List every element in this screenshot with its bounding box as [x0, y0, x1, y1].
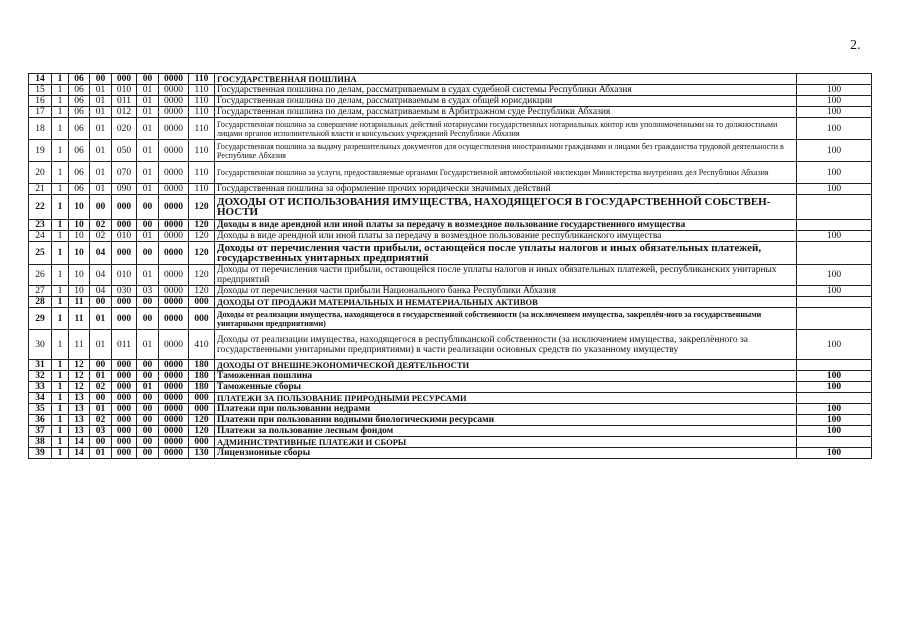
- row-number-cell: 36: [29, 415, 52, 426]
- code-cell-c4: 030: [112, 286, 137, 297]
- code-cell-c6: 0000: [159, 297, 189, 308]
- page-number: 2.: [850, 38, 861, 53]
- row-number-cell: 18: [29, 118, 52, 140]
- code-cell-c3: 01: [90, 371, 112, 382]
- code-cell-c1: 1: [52, 184, 69, 195]
- code-cell-c4: 000: [112, 220, 137, 231]
- code-cell-c5: 00: [137, 426, 159, 437]
- code-cell-c2: 06: [69, 162, 90, 184]
- code-cell-c4: 010: [112, 85, 137, 96]
- code-cell-c3: 01: [90, 308, 112, 330]
- code-cell-c3: 00: [90, 74, 112, 85]
- revenue-name-cell: Государственная пошлина за услуги, предоставляемые органами Государственной автомобильной инспекции Министерства внутренних дел Республики Абхазия: [215, 162, 797, 184]
- code-cell-c3: 03: [90, 426, 112, 437]
- code-cell-c5: 01: [137, 140, 159, 162]
- revenue-name-cell: Лицензионные сборы: [215, 448, 797, 459]
- code-cell-c5: 00: [137, 74, 159, 85]
- row-number-cell: 25: [29, 242, 52, 265]
- code-cell-c5: 01: [137, 162, 159, 184]
- code-cell-c6: 0000: [159, 195, 189, 220]
- revenue-name-cell: Платежи при пользовании водными биологическими ресурсами: [215, 415, 797, 426]
- table-row: [29, 371, 872, 382]
- revenue-name-cell: АДМИНИСТРАТИВНЫЕ ПЛАТЕЖИ И СБОРЫ: [215, 437, 797, 448]
- code-cell-c7: 000: [189, 404, 215, 415]
- code-cell-c5: 00: [137, 308, 159, 330]
- amount-cell: 100: [797, 231, 872, 242]
- code-cell-c6: 0000: [159, 242, 189, 265]
- code-cell-c4: 012: [112, 107, 137, 118]
- code-cell-c4: 000: [112, 195, 137, 220]
- code-cell-c1: 1: [52, 162, 69, 184]
- revenue-name-cell: ПЛАТЕЖИ ЗА ПОЛЬЗОВАНИЕ ПРИРОДНЫМИ РЕСУРСАМИ: [215, 393, 797, 404]
- amount-cell: 100: [797, 96, 872, 107]
- code-cell-c3: 02: [90, 220, 112, 231]
- amount-cell: 100: [797, 85, 872, 96]
- table-row: [29, 195, 872, 220]
- row-number-cell: 38: [29, 437, 52, 448]
- revenue-name-cell: Доходы от перечисления части прибыли, остающейся после уплаты налогов и иных обязательных платежей, республиканских унитарных предприятий: [215, 265, 797, 286]
- code-cell-c3: 01: [90, 448, 112, 459]
- table-row: [29, 220, 872, 231]
- revenue-name-cell: ГОСУДАРСТВЕННАЯ ПОШЛИНА: [215, 74, 797, 85]
- revenue-name-cell: Государственная пошлина за оформление прочих юридически значимых действий: [215, 184, 797, 195]
- amount-cell: 100: [797, 415, 872, 426]
- code-cell-c5: 00: [137, 371, 159, 382]
- row-number-cell: 21: [29, 184, 52, 195]
- code-cell-c2: 06: [69, 74, 90, 85]
- code-cell-c6: 0000: [159, 426, 189, 437]
- table-row: [29, 426, 872, 437]
- code-cell-c4: 000: [112, 415, 137, 426]
- row-number-cell: 16: [29, 96, 52, 107]
- code-cell-c6: 0000: [159, 96, 189, 107]
- code-cell-c5: 01: [137, 85, 159, 96]
- amount-cell: 100: [797, 330, 872, 360]
- code-cell-c4: 000: [112, 382, 137, 393]
- code-cell-c3: 01: [90, 404, 112, 415]
- revenue-name-cell: Платежи при пользовании недрами: [215, 404, 797, 415]
- code-cell-c1: 1: [52, 96, 69, 107]
- code-cell-c7: 110: [189, 162, 215, 184]
- table-row: [29, 118, 872, 140]
- row-number-cell: 37: [29, 426, 52, 437]
- code-cell-c3: 04: [90, 286, 112, 297]
- code-cell-c3: 00: [90, 297, 112, 308]
- table-row: [29, 96, 872, 107]
- code-cell-c1: 1: [52, 286, 69, 297]
- row-number-cell: 14: [29, 74, 52, 85]
- code-cell-c4: 000: [112, 242, 137, 265]
- row-number-cell: 31: [29, 360, 52, 371]
- code-cell-c1: 1: [52, 220, 69, 231]
- code-cell-c2: 12: [69, 360, 90, 371]
- amount-cell: 100: [797, 107, 872, 118]
- row-number-cell: 17: [29, 107, 52, 118]
- code-cell-c3: 01: [90, 85, 112, 96]
- code-cell-c5: 00: [137, 195, 159, 220]
- code-cell-c4: 070: [112, 162, 137, 184]
- amount-cell: [797, 393, 872, 404]
- table-row: [29, 393, 872, 404]
- code-cell-c5: 00: [137, 297, 159, 308]
- code-cell-c4: 000: [112, 360, 137, 371]
- code-cell-c3: 00: [90, 437, 112, 448]
- amount-cell: [797, 195, 872, 220]
- code-cell-c7: 130: [189, 448, 215, 459]
- code-cell-c7: 410: [189, 330, 215, 360]
- code-cell-c6: 0000: [159, 162, 189, 184]
- table-row: [29, 297, 872, 308]
- code-cell-c3: 01: [90, 330, 112, 360]
- code-cell-c7: 180: [189, 360, 215, 371]
- table-row: [29, 286, 872, 297]
- code-cell-c2: 13: [69, 393, 90, 404]
- table-row: [29, 415, 872, 426]
- code-cell-c4: 011: [112, 330, 137, 360]
- revenue-name-cell: Государственная пошлина по делам, рассматриваемым в Арбитражном суде Республики Абхазия: [215, 107, 797, 118]
- code-cell-c2: 11: [69, 297, 90, 308]
- row-number-cell: 32: [29, 371, 52, 382]
- revenue-name-cell: Государственная пошлина за выдачу разрешительных документов для осуществления иностранными гражданами и лицами без гражданства трудовой деятельности в Республике Абхазия: [215, 140, 797, 162]
- row-number-cell: 26: [29, 265, 52, 286]
- code-cell-c1: 1: [52, 107, 69, 118]
- revenue-name-cell: Доходы от перечисления части прибыли, остающейся после уплаты налогов и иных обязательных платежей, государственных унитарных предприятий: [215, 242, 797, 265]
- code-cell-c3: 00: [90, 393, 112, 404]
- code-cell-c5: 01: [137, 107, 159, 118]
- code-cell-c1: 1: [52, 297, 69, 308]
- code-cell-c7: 110: [189, 140, 215, 162]
- code-cell-c1: 1: [52, 308, 69, 330]
- code-cell-c7: 120: [189, 415, 215, 426]
- code-cell-c5: 00: [137, 360, 159, 371]
- code-cell-c4: 090: [112, 184, 137, 195]
- code-cell-c6: 0000: [159, 184, 189, 195]
- table-row: [29, 404, 872, 415]
- code-cell-c3: 01: [90, 184, 112, 195]
- row-number-cell: 19: [29, 140, 52, 162]
- code-cell-c6: 0000: [159, 415, 189, 426]
- code-cell-c1: 1: [52, 360, 69, 371]
- code-cell-c2: 06: [69, 184, 90, 195]
- code-cell-c2: 06: [69, 107, 90, 118]
- code-cell-c4: 010: [112, 265, 137, 286]
- amount-cell: [797, 360, 872, 371]
- row-number-cell: 27: [29, 286, 52, 297]
- code-cell-c4: 000: [112, 74, 137, 85]
- table-body: [29, 74, 872, 459]
- table-row: [29, 308, 872, 330]
- code-cell-c6: 0000: [159, 393, 189, 404]
- code-cell-c1: 1: [52, 330, 69, 360]
- amount-cell: 100: [797, 371, 872, 382]
- amount-cell: 100: [797, 382, 872, 393]
- table-row: [29, 265, 872, 286]
- code-cell-c1: 1: [52, 231, 69, 242]
- table-row: [29, 184, 872, 195]
- row-number-cell: 24: [29, 231, 52, 242]
- row-number-cell: 15: [29, 85, 52, 96]
- amount-cell: 100: [797, 404, 872, 415]
- code-cell-c7: 120: [189, 220, 215, 231]
- table-row: [29, 360, 872, 371]
- code-cell-c2: 13: [69, 404, 90, 415]
- code-cell-c5: 01: [137, 231, 159, 242]
- code-cell-c4: 010: [112, 231, 137, 242]
- code-cell-c1: 1: [52, 140, 69, 162]
- amount-cell: [797, 297, 872, 308]
- code-cell-c4: 000: [112, 426, 137, 437]
- code-cell-c6: 0000: [159, 220, 189, 231]
- code-cell-c7: 120: [189, 426, 215, 437]
- code-cell-c3: 01: [90, 107, 112, 118]
- code-cell-c7: 000: [189, 437, 215, 448]
- code-cell-c1: 1: [52, 118, 69, 140]
- code-cell-c1: 1: [52, 415, 69, 426]
- code-cell-c7: 120: [189, 265, 215, 286]
- code-cell-c2: 13: [69, 415, 90, 426]
- code-cell-c6: 0000: [159, 107, 189, 118]
- code-cell-c7: 000: [189, 297, 215, 308]
- revenue-name-cell: Доходы от перечисления части прибыли Национального банка Республики Абхазия: [215, 286, 797, 297]
- code-cell-c3: 02: [90, 231, 112, 242]
- code-cell-c1: 1: [52, 448, 69, 459]
- table-row: [29, 382, 872, 393]
- code-cell-c4: 000: [112, 297, 137, 308]
- amount-cell: 100: [797, 265, 872, 286]
- row-number-cell: 28: [29, 297, 52, 308]
- code-cell-c2: 06: [69, 140, 90, 162]
- code-cell-c3: 00: [90, 360, 112, 371]
- code-cell-c1: 1: [52, 404, 69, 415]
- code-cell-c6: 0000: [159, 265, 189, 286]
- amount-cell: 100: [797, 140, 872, 162]
- code-cell-c1: 1: [52, 265, 69, 286]
- code-cell-c2: 06: [69, 85, 90, 96]
- code-cell-c3: 04: [90, 265, 112, 286]
- code-cell-c7: 120: [189, 286, 215, 297]
- row-number-cell: 22: [29, 195, 52, 220]
- table-row: [29, 437, 872, 448]
- code-cell-c5: 00: [137, 242, 159, 265]
- code-cell-c7: 000: [189, 308, 215, 330]
- code-cell-c5: 00: [137, 404, 159, 415]
- code-cell-c7: 000: [189, 393, 215, 404]
- row-number-cell: 23: [29, 220, 52, 231]
- row-number-cell: 39: [29, 448, 52, 459]
- code-cell-c3: 01: [90, 162, 112, 184]
- code-cell-c3: 01: [90, 96, 112, 107]
- table-row: [29, 330, 872, 360]
- code-cell-c7: 110: [189, 85, 215, 96]
- code-cell-c7: 180: [189, 382, 215, 393]
- revenue-name-cell: Государственная пошлина по делам, рассматриваемым в судах общей юрисдикции: [215, 96, 797, 107]
- revenue-name-cell: Доходы в виде арендной или иной платы за передачу в возмездное пользование республиканского имущества: [215, 231, 797, 242]
- table-row: [29, 448, 872, 459]
- code-cell-c4: 050: [112, 140, 137, 162]
- code-cell-c3: 04: [90, 242, 112, 265]
- revenue-name-cell: Доходы от реализации имущества, находящегося в республиканской собственности (за исключением имущества, закреплённого за государственными унитарными предприятиями) в части реализации основных средств по указанному имуществу: [215, 330, 797, 360]
- code-cell-c6: 0000: [159, 360, 189, 371]
- amount-cell: [797, 437, 872, 448]
- code-cell-c1: 1: [52, 437, 69, 448]
- code-cell-c1: 1: [52, 393, 69, 404]
- code-cell-c5: 01: [137, 118, 159, 140]
- code-cell-c3: 02: [90, 415, 112, 426]
- code-cell-c7: 120: [189, 242, 215, 265]
- code-cell-c7: 110: [189, 74, 215, 85]
- table-row: [29, 242, 872, 265]
- revenue-name-cell: Доходы от реализации имущества, находящегося в государственной собственности (за исключением имущества, закреплён-ного за государственными унитарными предприятиями): [215, 308, 797, 330]
- code-cell-c7: 120: [189, 195, 215, 220]
- amount-cell: [797, 242, 872, 265]
- code-cell-c2: 10: [69, 286, 90, 297]
- table-row: [29, 140, 872, 162]
- code-cell-c5: 00: [137, 393, 159, 404]
- code-cell-c4: 000: [112, 393, 137, 404]
- amount-cell: 100: [797, 426, 872, 437]
- code-cell-c4: 000: [112, 404, 137, 415]
- code-cell-c5: 01: [137, 265, 159, 286]
- amount-cell: 100: [797, 118, 872, 140]
- code-cell-c5: 00: [137, 415, 159, 426]
- row-number-cell: 29: [29, 308, 52, 330]
- code-cell-c7: 110: [189, 107, 215, 118]
- revenue-name-cell: Платежи за пользование лесным фондом: [215, 426, 797, 437]
- table-row: [29, 74, 872, 85]
- amount-cell: 100: [797, 162, 872, 184]
- code-cell-c7: 110: [189, 96, 215, 107]
- code-cell-c6: 0000: [159, 404, 189, 415]
- code-cell-c5: 00: [137, 437, 159, 448]
- amount-cell: 100: [797, 184, 872, 195]
- code-cell-c5: 01: [137, 184, 159, 195]
- code-cell-c3: 01: [90, 140, 112, 162]
- code-cell-c6: 0000: [159, 74, 189, 85]
- code-cell-c4: 000: [112, 437, 137, 448]
- code-cell-c5: 01: [137, 382, 159, 393]
- code-cell-c3: 01: [90, 118, 112, 140]
- code-cell-c2: 10: [69, 242, 90, 265]
- revenue-name-cell: Государственная пошлина за совершение нотариальных действий нотариусами государственных нотариальных контор или уполномоченными на то должностными лицами органов исполнительной власти и консульских учреждений Республики Абхазия: [215, 118, 797, 140]
- code-cell-c2: 14: [69, 448, 90, 459]
- code-cell-c4: 000: [112, 448, 137, 459]
- code-cell-c6: 0000: [159, 371, 189, 382]
- code-cell-c4: 000: [112, 308, 137, 330]
- code-cell-c4: 011: [112, 96, 137, 107]
- table-row: [29, 107, 872, 118]
- code-cell-c7: 180: [189, 371, 215, 382]
- code-cell-c2: 12: [69, 382, 90, 393]
- table-row: [29, 162, 872, 184]
- code-cell-c6: 0000: [159, 85, 189, 96]
- revenue-name-cell: ДОХОДЫ ОТ ИСПОЛЬЗОВАНИЯ ИМУЩЕСТВА, НАХОДЯЩЕГОСЯ В ГОСУДАРСТВЕННОЙ СОБСТВЕН-НОСТИ: [215, 195, 797, 220]
- code-cell-c6: 0000: [159, 308, 189, 330]
- row-number-cell: 20: [29, 162, 52, 184]
- code-cell-c5: 00: [137, 220, 159, 231]
- code-cell-c2: 12: [69, 371, 90, 382]
- table-row: [29, 85, 872, 96]
- amount-cell: 100: [797, 286, 872, 297]
- code-cell-c5: 03: [137, 286, 159, 297]
- code-cell-c1: 1: [52, 426, 69, 437]
- code-cell-c6: 0000: [159, 118, 189, 140]
- code-cell-c2: 13: [69, 426, 90, 437]
- code-cell-c1: 1: [52, 85, 69, 96]
- code-cell-c2: 10: [69, 265, 90, 286]
- code-cell-c6: 0000: [159, 448, 189, 459]
- code-cell-c2: 14: [69, 437, 90, 448]
- code-cell-c7: 110: [189, 118, 215, 140]
- code-cell-c4: 000: [112, 371, 137, 382]
- code-cell-c1: 1: [52, 371, 69, 382]
- row-number-cell: 30: [29, 330, 52, 360]
- amount-cell: [797, 74, 872, 85]
- row-number-cell: 34: [29, 393, 52, 404]
- revenue-name-cell: Государственная пошлина по делам, рассматриваемым в судах судебной системы Республики Абхазия: [215, 85, 797, 96]
- table-row: [29, 231, 872, 242]
- code-cell-c2: 06: [69, 96, 90, 107]
- row-number-cell: 35: [29, 404, 52, 415]
- code-cell-c7: 120: [189, 231, 215, 242]
- code-cell-c6: 0000: [159, 140, 189, 162]
- code-cell-c7: 110: [189, 184, 215, 195]
- code-cell-c6: 0000: [159, 286, 189, 297]
- revenue-name-cell: Доходы в виде арендной или иной платы за передачу в возмездное пользование государственного имущества: [215, 220, 797, 231]
- code-cell-c2: 10: [69, 231, 90, 242]
- code-cell-c1: 1: [52, 382, 69, 393]
- amount-cell: [797, 220, 872, 231]
- code-cell-c1: 1: [52, 74, 69, 85]
- revenue-name-cell: Таможенные сборы: [215, 382, 797, 393]
- code-cell-c2: 10: [69, 220, 90, 231]
- code-cell-c2: 11: [69, 308, 90, 330]
- row-number-cell: 33: [29, 382, 52, 393]
- revenue-name-cell: Таможенная пошлина: [215, 371, 797, 382]
- code-cell-c4: 020: [112, 118, 137, 140]
- code-cell-c2: 10: [69, 195, 90, 220]
- code-cell-c5: 00: [137, 448, 159, 459]
- code-cell-c3: 00: [90, 195, 112, 220]
- code-cell-c5: 01: [137, 330, 159, 360]
- code-cell-c1: 1: [52, 242, 69, 265]
- code-cell-c6: 0000: [159, 231, 189, 242]
- code-cell-c2: 06: [69, 118, 90, 140]
- revenue-name-cell: ДОХОДЫ ОТ ВНЕШНЕЭКОНОМИЧЕСКОЙ ДЕЯТЕЛЬНОСТИ: [215, 360, 797, 371]
- revenue-classification-table: [28, 73, 872, 459]
- code-cell-c6: 0000: [159, 437, 189, 448]
- amount-cell: 100: [797, 448, 872, 459]
- code-cell-c1: 1: [52, 195, 69, 220]
- code-cell-c6: 0000: [159, 382, 189, 393]
- code-cell-c5: 01: [137, 96, 159, 107]
- code-cell-c3: 02: [90, 382, 112, 393]
- code-cell-c6: 0000: [159, 330, 189, 360]
- amount-cell: [797, 308, 872, 330]
- code-cell-c2: 11: [69, 330, 90, 360]
- revenue-name-cell: ДОХОДЫ ОТ ПРОДАЖИ МАТЕРИАЛЬНЫХ И НЕМАТЕРИАЛЬНЫХ АКТИВОВ: [215, 297, 797, 308]
